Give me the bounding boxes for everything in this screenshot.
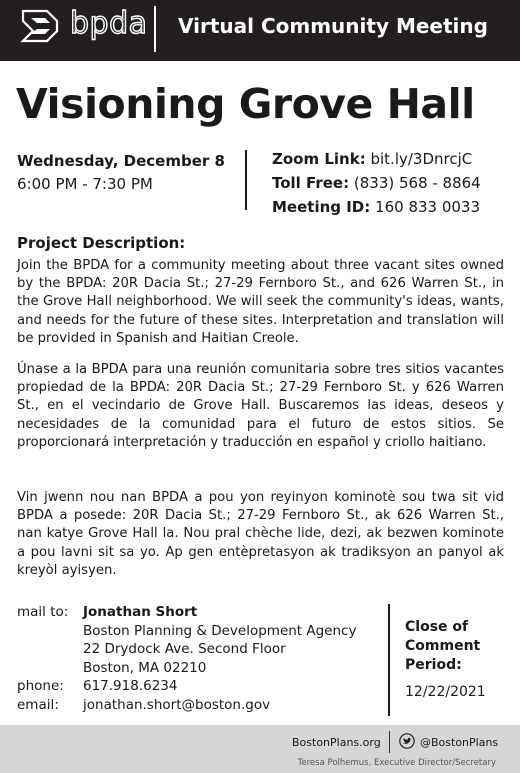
footer-credit: Teresa Polhemus, Executive Director/Secretary [297, 758, 496, 768]
meeting-date: Wednesday, December 8 [17, 152, 225, 170]
description-spanish: Únase a la BPDA para una reunión comunitaria sobre tres sitios vacantes propiedad de la BPDA: 20R Dacia St.; 27-29 Fernboro St. y 626 Warren St., en el vecindario de Grove Hall. Buscaremos las ideas, deseos y necesidades de la comunidad para el futuro de estos sitios. Se proporcionará interpretación y traducción en español y criollo haitiano. [17, 362, 504, 450]
contact-phone[interactable]: 617.918.6234 [83, 678, 178, 694]
mail-label: mail to: [17, 604, 69, 620]
contact-org: Boston Planning & Development Agency [83, 622, 357, 639]
zoom-link[interactable]: bit.ly/3DnrcjC [370, 150, 473, 168]
footer-bar [0, 725, 520, 773]
meeting-access [272, 147, 481, 219]
contact-email[interactable]: jonathan.short@boston.gov [83, 696, 271, 713]
meeting-id: 160 833 0033 [375, 198, 481, 216]
header-divider [154, 6, 156, 52]
contact-address1: 22 Drydock Ave. Second Floor [83, 641, 286, 657]
header-bar [0, 0, 520, 61]
contact-block [17, 603, 356, 714]
phone-label: phone: [17, 678, 64, 694]
description-creole: Vin jwenn nou nan BPDA a pou yon reyinyon kominotè sou twa sit vid BPDA a posede: 20R Dacia St.; 27-29 Fernboro St., ak 626 Warren St., nan katye Grove Hall la. Nou pral chèche lide, dezi, ak bezwen kominote a pou lavni sit sa yo. Ap gen entèpretasyon ak tradiksyon an panyol ak kreyòl ayisyen. [17, 490, 504, 578]
comment-title-line1: Close of [405, 619, 469, 635]
bpda-logo-text: bpda [70, 6, 148, 41]
tollfree-number: (833) 568 - 8864 [353, 174, 481, 192]
meeting-datetime [17, 150, 225, 196]
twitter-icon [399, 733, 415, 749]
comment-title-line3: Period: [405, 657, 462, 673]
contact-name: Jonathan Short [83, 604, 198, 620]
info-divider [245, 150, 247, 210]
meeting-time: 6:00 PM - 7:30 PM [17, 175, 153, 193]
comment-date: 12/22/2021 [405, 684, 486, 700]
contact-divider [388, 604, 390, 716]
comment-title-line2: Comment [405, 638, 481, 654]
page-title: Visioning Grove Hall [16, 80, 475, 128]
twitter-handle[interactable]: @BostonPlans [420, 736, 499, 749]
header-title: Virtual Community Meeting [178, 14, 488, 38]
footer-divider [389, 731, 390, 753]
contact-address2: Boston, MA 02210 [83, 659, 207, 676]
zoom-label: Zoom Link: [272, 150, 366, 168]
meetingid-label: Meeting ID: [272, 198, 371, 216]
description-english: Join the BPDA for a community meeting about three vacant sites owned by the BPDA: 20R Dacia St.; 27-29 Fernboro St., and 626 Warren St., in the Grove Hall neighborhood. We will seek the community's ideas, wants, and needs for the future of these sites. Interpretation and translation will be provided in Spanish and Haitian Creole. [17, 258, 504, 346]
tollfree-label: Toll Free: [272, 174, 350, 192]
website-link[interactable]: BostonPlans.org [292, 736, 381, 749]
email-label: email: [17, 696, 59, 713]
comment-period [405, 618, 486, 702]
bpda-logo-icon [17, 9, 63, 43]
project-description-heading: Project Description: [17, 234, 186, 252]
